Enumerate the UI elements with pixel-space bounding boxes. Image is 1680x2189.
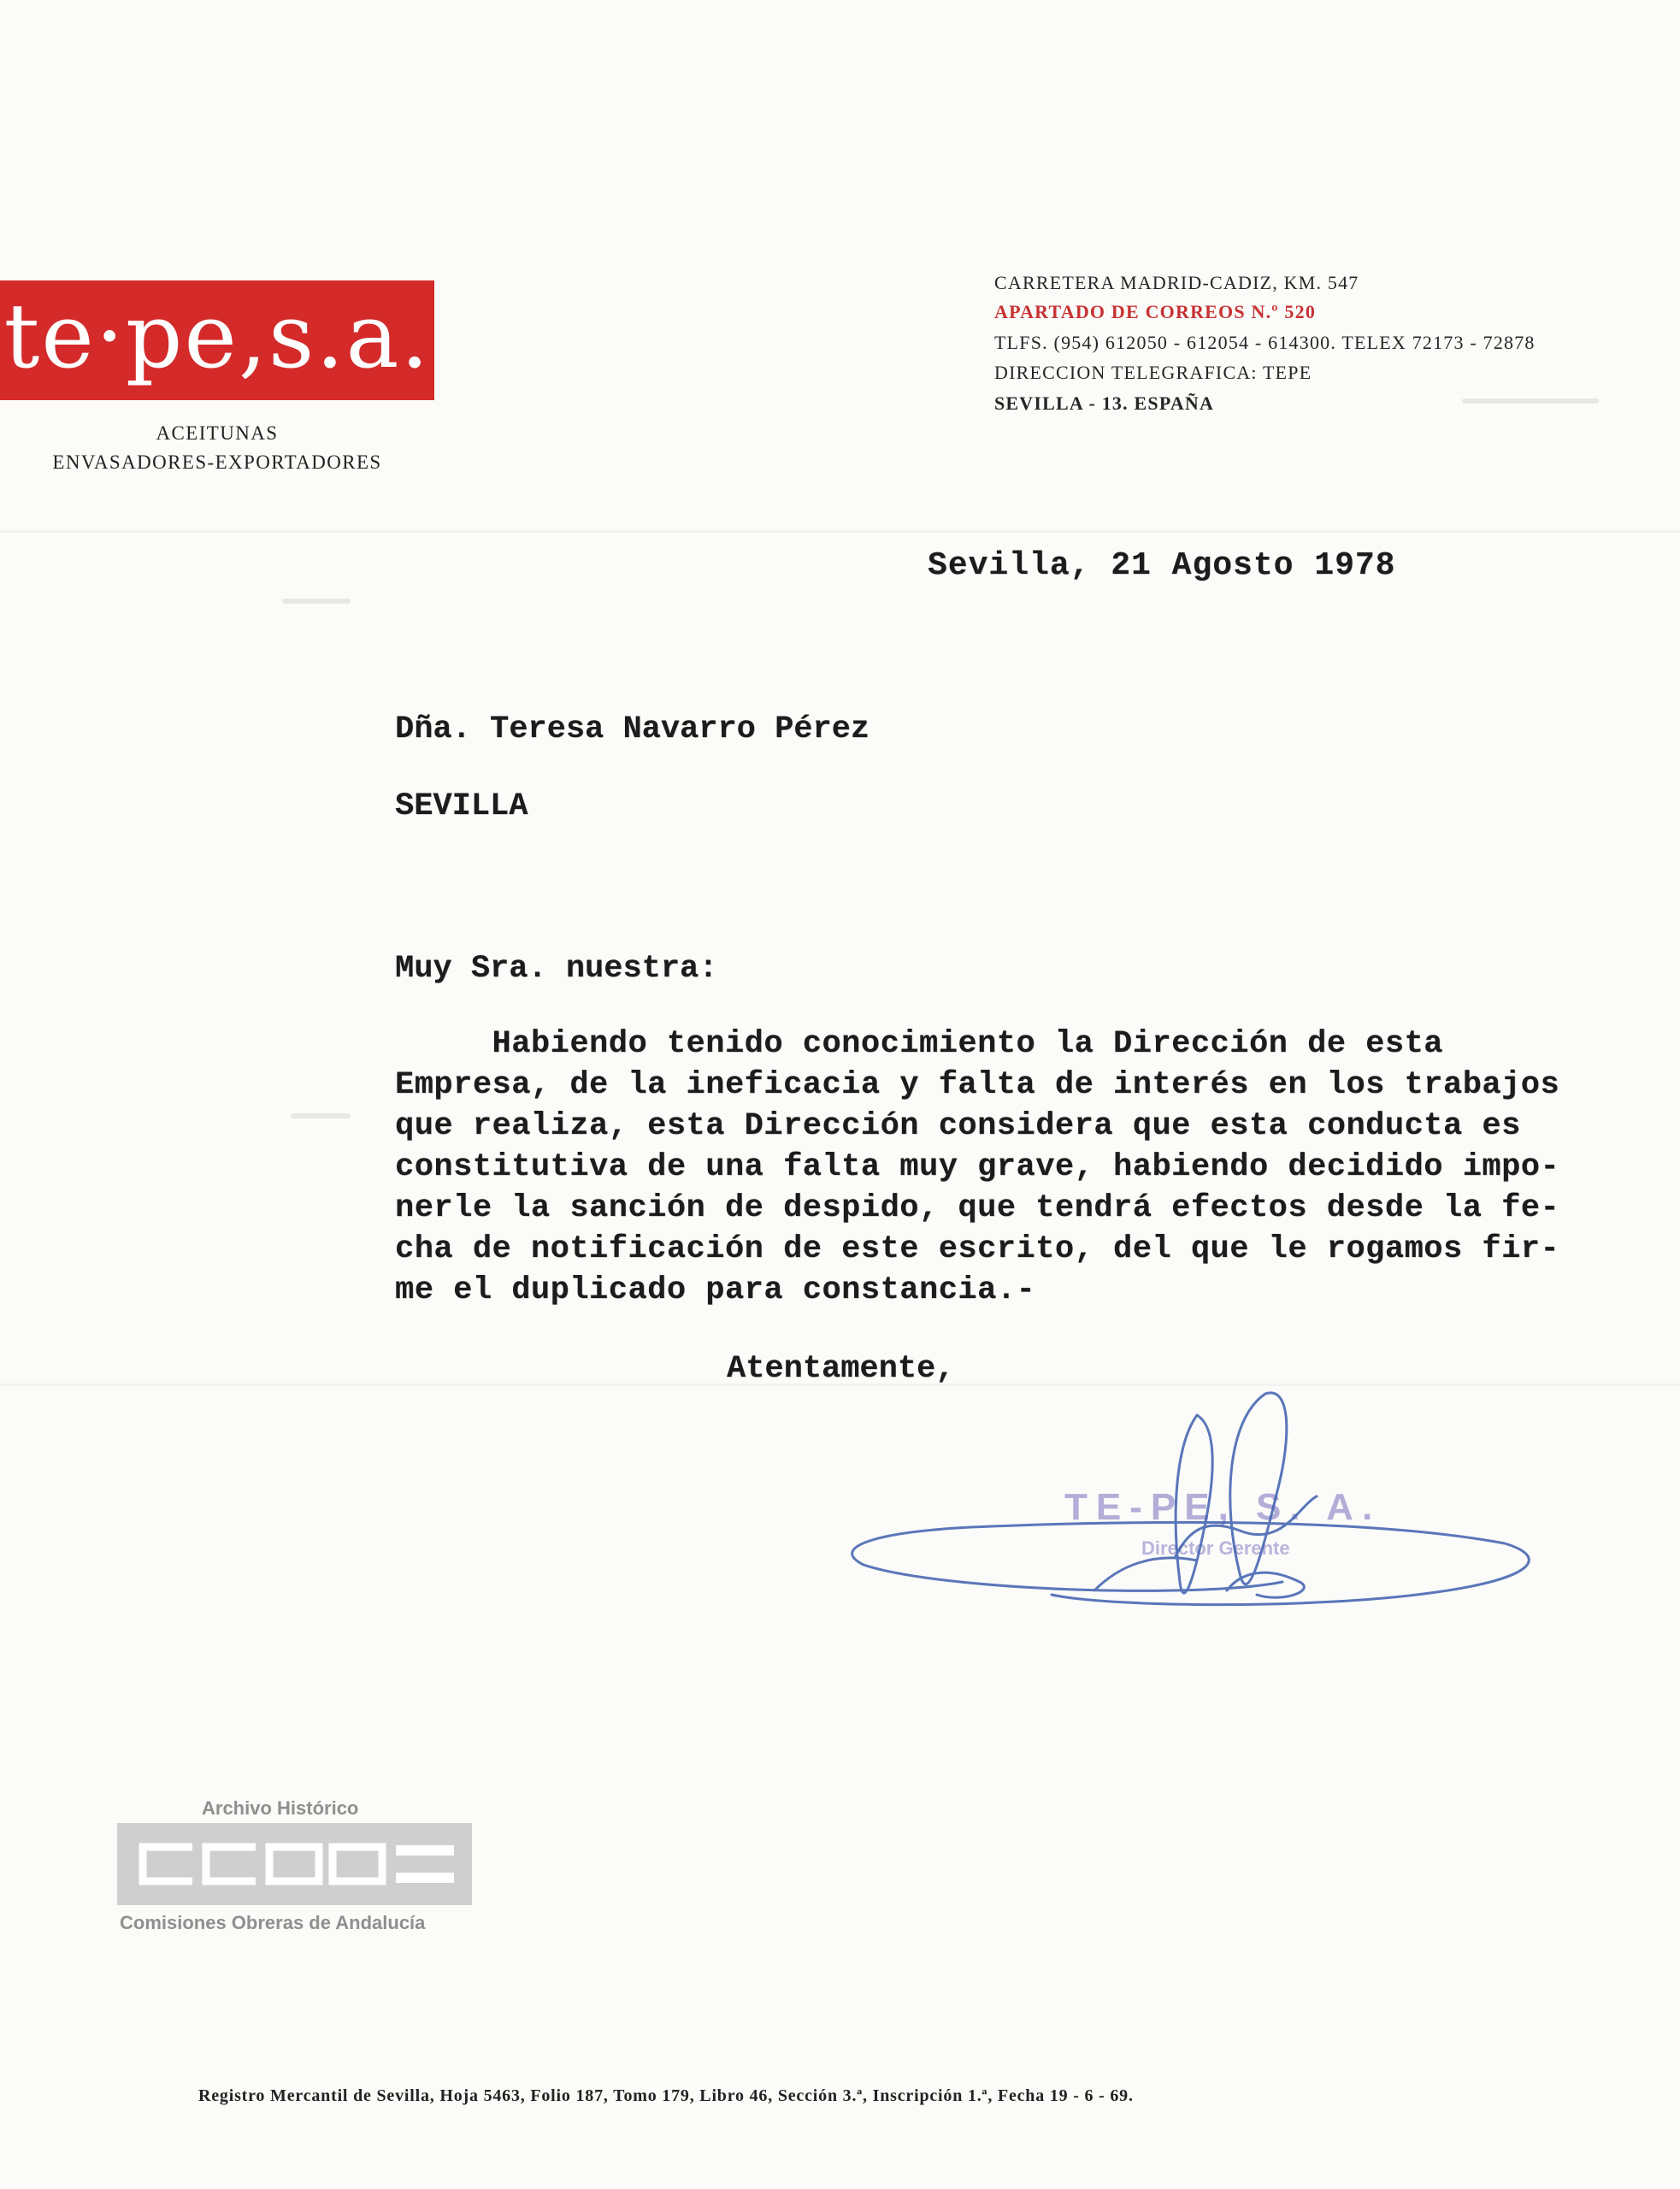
letter-body-line: Habiendo tenido conocimiento la Dirección de esta: [395, 1026, 1443, 1062]
archive-title: Archivo Histórico: [202, 1797, 359, 1819]
paper-fold: [0, 530, 1680, 533]
letter-body-line: cha de notificación de este escrito, del que le rogamos fir-: [395, 1231, 1560, 1267]
letter-body-line: que realiza, esta Dirección considera que esta conducta es: [395, 1108, 1521, 1144]
letter-body-line: constitutiva de una falta muy grave, habiendo decidido impo-: [395, 1149, 1560, 1185]
letter-closing: Atentamente,: [727, 1351, 955, 1387]
address-city: SEVILLA - 13. ESPAÑA: [994, 392, 1215, 414]
company-tagline-activity: ENVASADORES-EXPORTADORES: [52, 451, 382, 473]
company-logo: [0, 280, 434, 400]
letter-salutation: Muy Sra. nuestra:: [395, 951, 718, 987]
registry-footer: Registro Mercantil de Sevilla, Hoja 5463, Folio 187, Tomo 179, Libro 46, Sección 3.ª, Inscripción 1.ª, Fecha 19 - 6 - 69.: [198, 2086, 1134, 2105]
address-telegraph: DIRECCION TELEGRAFICA: TEPE: [994, 362, 1312, 383]
smudge: [291, 1113, 351, 1118]
archive-logo: [117, 1823, 472, 1905]
letter-recipient: Dña. Teresa Navarro Pérez: [395, 711, 870, 747]
address-po-box: APARTADO DE CORREOS N.º 520: [994, 301, 1317, 322]
letter-date: Sevilla, 21 Agosto 1978: [928, 547, 1396, 584]
letter-body-line: me el duplicado para constancia.-: [395, 1272, 1036, 1308]
address-phones: TLFS. (954) 612050 - 612054 - 614300. TELEX 72173 - 72878: [994, 332, 1536, 353]
company-tagline-products: ACEITUNAS: [156, 422, 279, 444]
ccoo-logo-icon: [117, 1823, 472, 1905]
company-logo-text: te·pe,s.a.: [3, 284, 431, 388]
company-stamp-name: TE-PE, S. A.: [1064, 1486, 1382, 1528]
company-stamp-role: Director Gerente: [1141, 1537, 1290, 1559]
smudge: [282, 599, 351, 604]
letter-body-line: nerle la sanción de despido, que tendrá efectos desde la fe-: [395, 1190, 1560, 1226]
smudge: [1462, 398, 1599, 404]
letter-recipient-city: SEVILLA: [395, 788, 528, 824]
signature-icon: [838, 1368, 1556, 1650]
archive-subtitle: Comisiones Obreras de Andalucía: [120, 1912, 426, 1933]
address-road: CARRETERA MADRID-CADIZ, KM. 547: [994, 272, 1359, 293]
letter-body-line: Empresa, de la ineficacia y falta de interés en los trabajos: [395, 1067, 1560, 1103]
